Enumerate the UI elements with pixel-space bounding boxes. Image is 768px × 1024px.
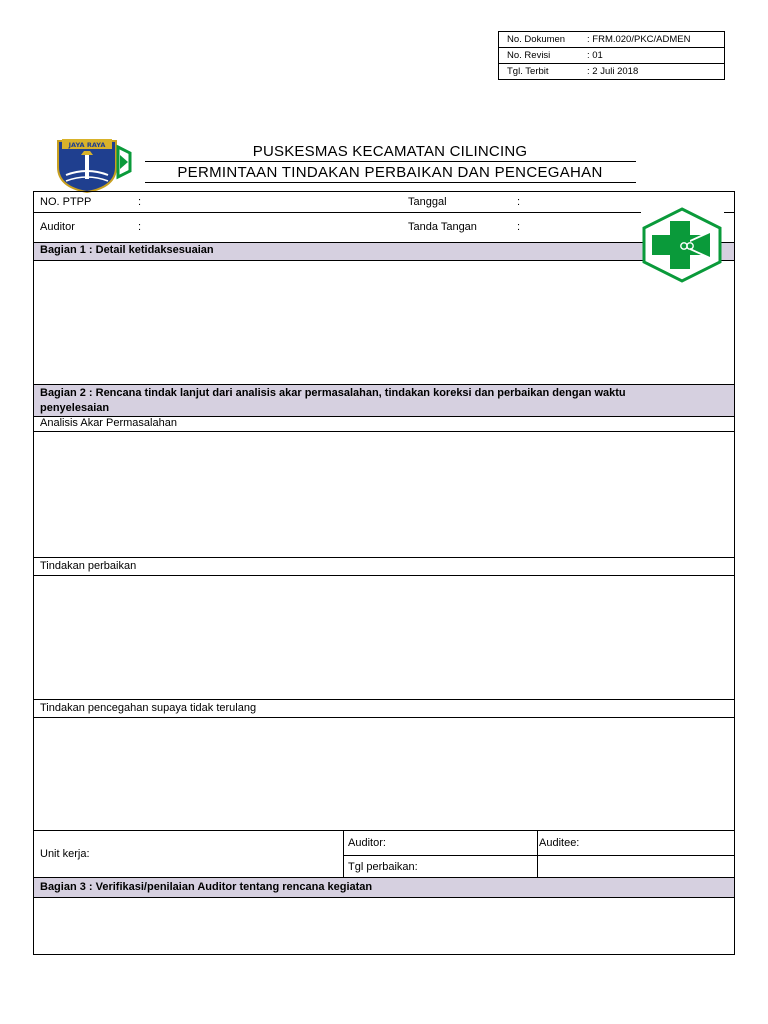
bagian1-title: Bagian 1 : Detail ketidaksesuaian bbox=[40, 244, 214, 256]
title-rule-top bbox=[145, 161, 636, 162]
document-control-box bbox=[498, 31, 725, 80]
logo-motto: JAYA RAYA bbox=[68, 141, 106, 149]
perbaikan-input-area[interactable] bbox=[34, 576, 734, 698]
no-ptpp-colon: : bbox=[138, 196, 142, 208]
analisis-label: Analisis Akar Permasalahan bbox=[40, 417, 177, 429]
issue-date-value: : 2 Juli 2018 bbox=[587, 66, 639, 77]
no-ptpp-label: NO. PTPP bbox=[40, 196, 92, 208]
doc-number-label: No. Dokumen bbox=[507, 34, 566, 45]
puskesmas-cross-logo bbox=[640, 206, 724, 284]
bagian2-title-line2: penyelesaian bbox=[40, 402, 110, 414]
info-row-divider bbox=[34, 212, 641, 213]
bagian1-detail-area[interactable] bbox=[34, 261, 734, 384]
tanda-tangan-colon: : bbox=[517, 221, 521, 233]
signoff-auditor-label: Auditor: bbox=[348, 837, 386, 849]
revision-label: No. Revisi bbox=[507, 50, 551, 61]
form-title: PERMINTAAN TINDAKAN PERBAIKAN DAN PENCEGAHAN bbox=[177, 164, 603, 181]
doc-number-value: : FRM.020/PKC/ADMEN bbox=[587, 34, 691, 45]
unit-kerja-label: Unit kerja: bbox=[40, 848, 90, 860]
title-rule-bottom bbox=[145, 182, 636, 183]
auditee-label: Auditee: bbox=[539, 837, 580, 849]
perbaikan-label: Tindakan perbaikan bbox=[40, 560, 137, 572]
bagian3-input-area[interactable] bbox=[34, 898, 734, 954]
pencegahan-label: Tindakan pencegahan supaya tidak terulang bbox=[40, 702, 257, 714]
auditor-label: Auditor bbox=[40, 221, 75, 233]
signoff-divider-1 bbox=[343, 830, 344, 877]
signoff-divider-2 bbox=[537, 830, 538, 877]
tgl-perbaikan-label: Tgl perbaikan: bbox=[348, 861, 418, 873]
pencegahan-input-area[interactable] bbox=[34, 718, 734, 829]
signoff-mid-border bbox=[344, 855, 734, 856]
pencegahan-top-border bbox=[34, 699, 734, 700]
bagian3-header bbox=[34, 878, 734, 897]
bagian3-title: Bagian 3 : Verifikasi/penilaian Auditor tentang rencana kegiatan bbox=[40, 881, 373, 893]
bagian2-header bbox=[34, 385, 734, 416]
tanggal-label: Tanggal bbox=[408, 196, 447, 208]
organization-name: PUSKESMAS KECAMATAN CILINCING bbox=[252, 143, 528, 160]
signoff-top-border bbox=[34, 830, 734, 831]
issue-date-label: Tgl. Terbit bbox=[507, 66, 549, 77]
revision-value: : 01 bbox=[587, 50, 603, 61]
perbaikan-top-border bbox=[34, 557, 734, 558]
tanggal-colon: : bbox=[517, 196, 521, 208]
jakarta-emblem-logo bbox=[54, 137, 134, 193]
analisis-input-area[interactable] bbox=[34, 432, 734, 556]
info-row-divider-end bbox=[724, 212, 734, 213]
tanda-tangan-label: Tanda Tangan bbox=[408, 221, 477, 233]
bagian1-header bbox=[34, 243, 734, 260]
bagian2-title-line1: Bagian 2 : Rencana tindak lanjut dari analisis akar permasalahan, tindakan koreksi dan perbaikan dengan waktu bbox=[40, 387, 626, 399]
auditor-colon: : bbox=[138, 221, 142, 233]
